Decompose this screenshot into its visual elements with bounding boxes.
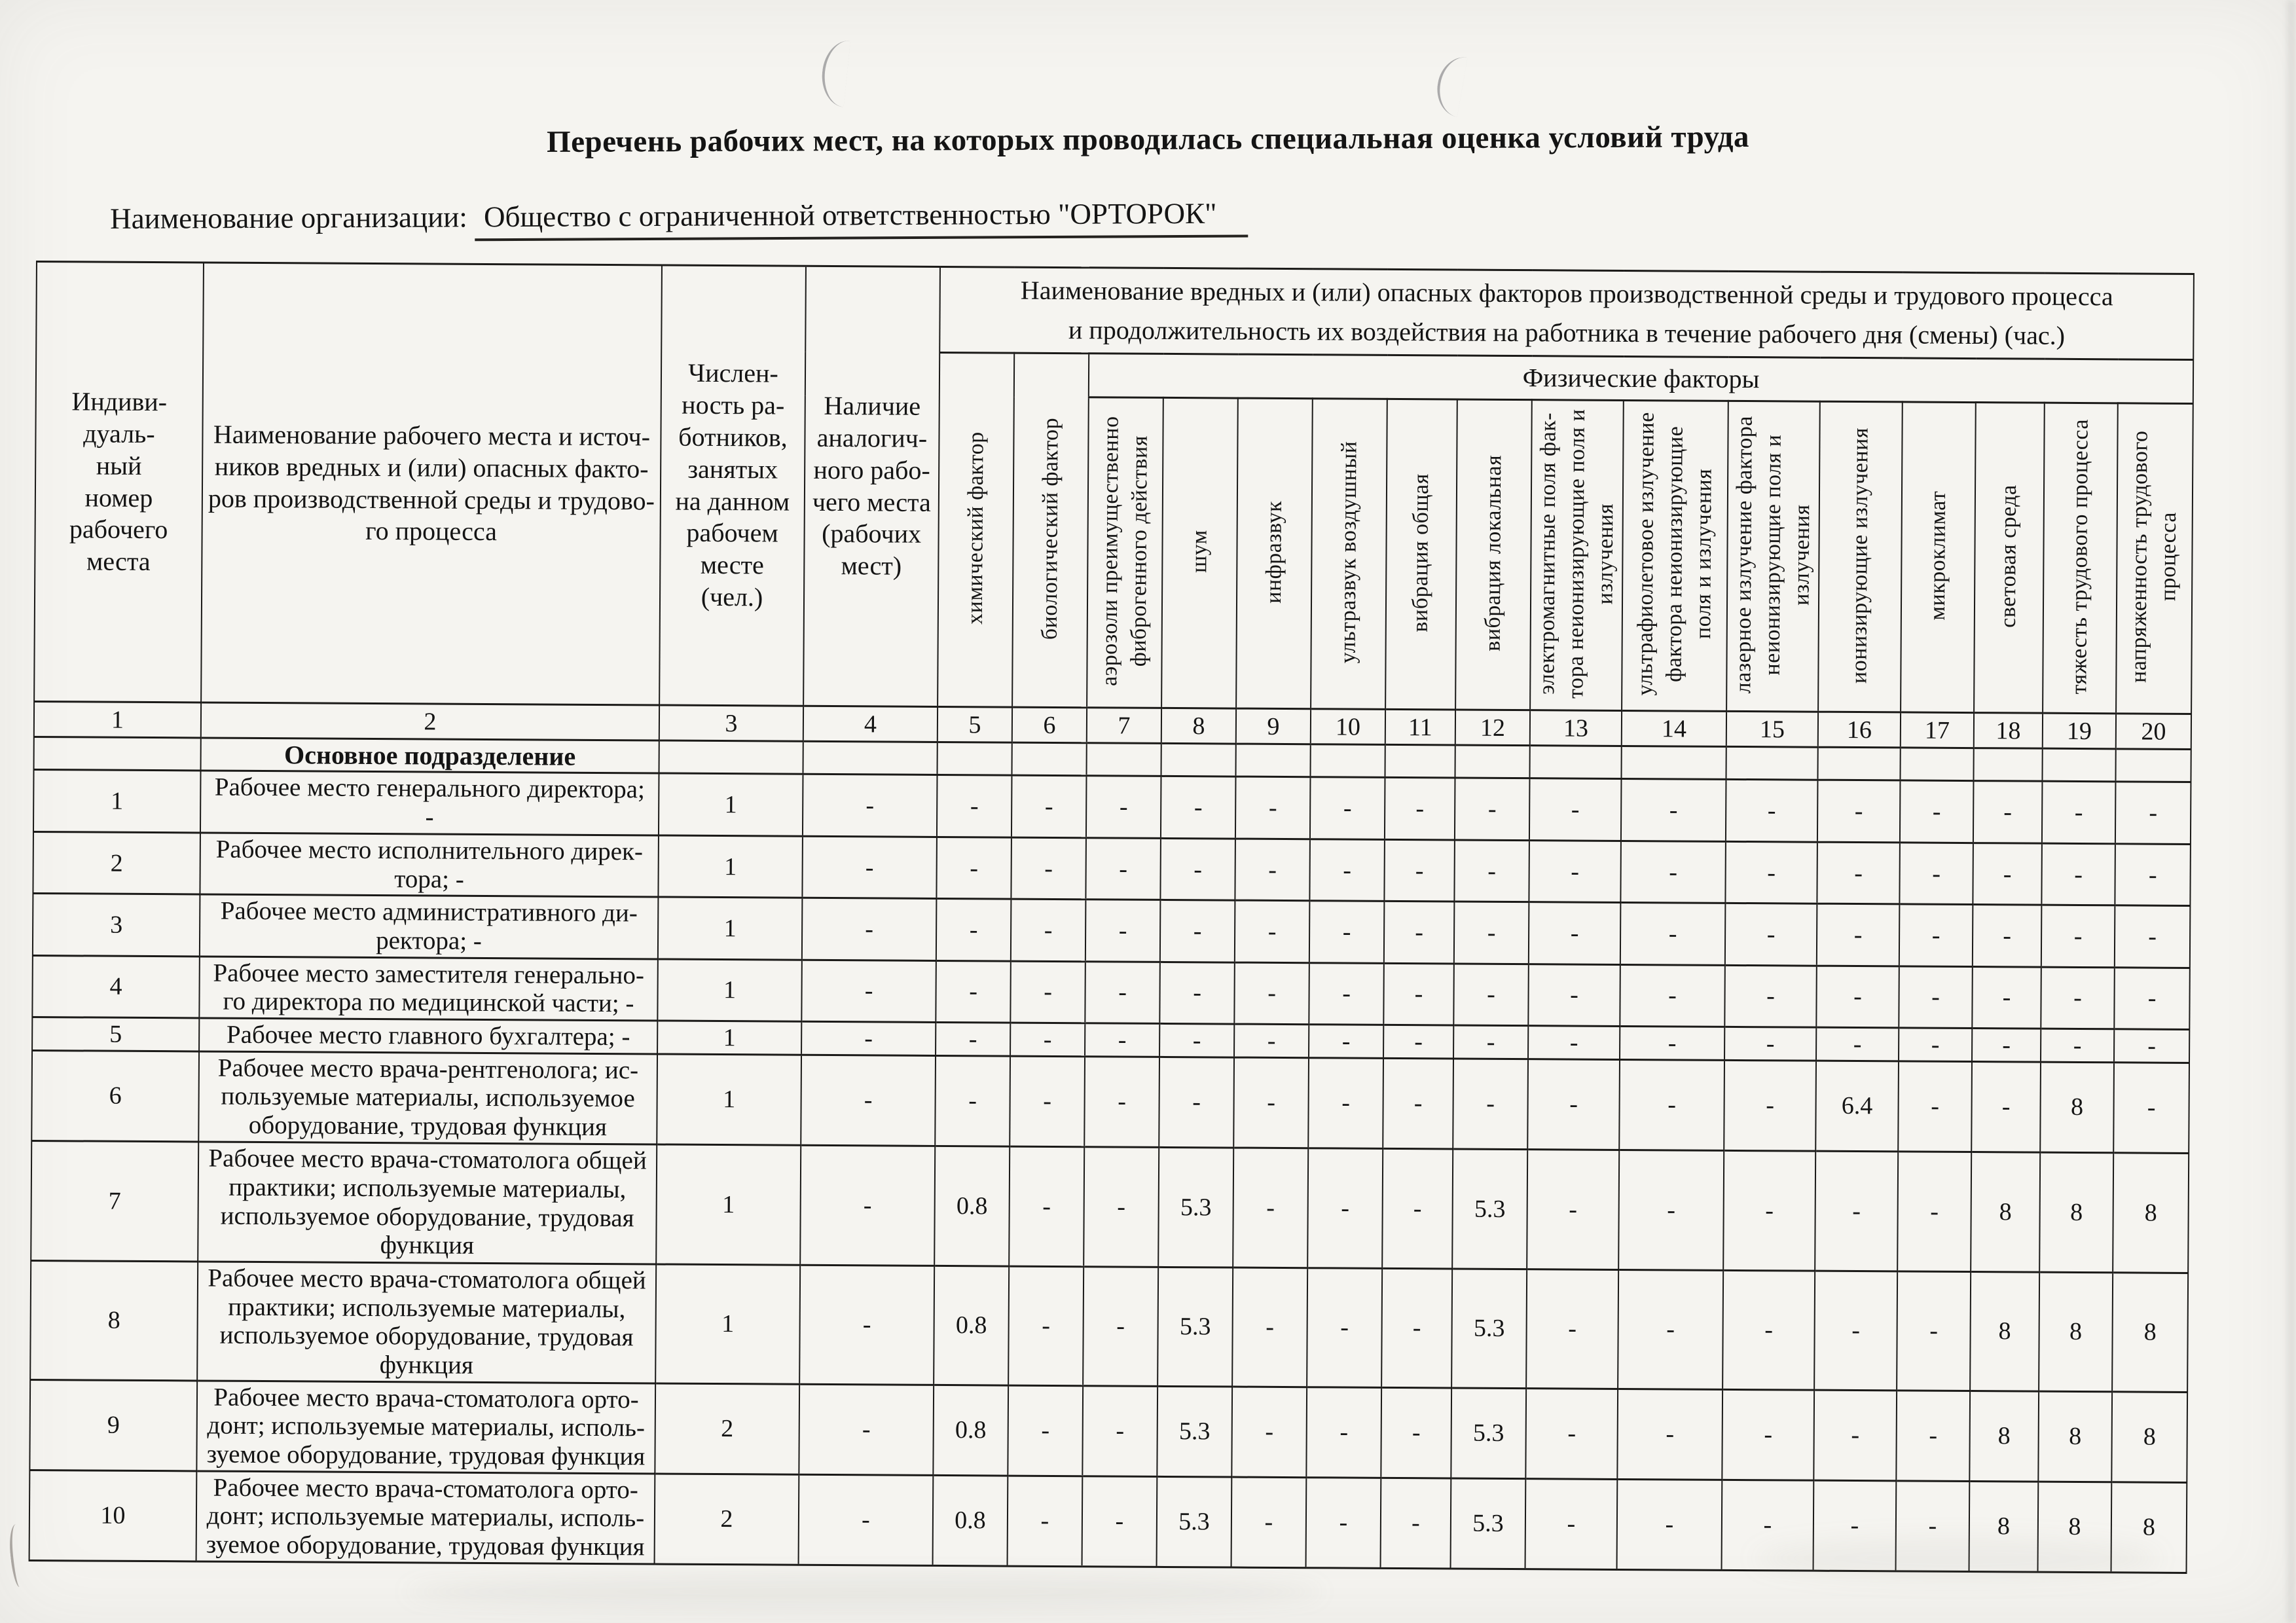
- factor-value-cell: -: [1815, 1151, 1898, 1271]
- factor-value-cell: -: [1453, 1025, 1528, 1059]
- factor-value-cell: 8: [2112, 1273, 2188, 1393]
- row-number-cell: 1: [33, 769, 201, 832]
- col-header-microclimate: микроклимат: [1901, 402, 1976, 713]
- empty-cell: [1973, 748, 2042, 782]
- factor-value-cell: -: [1231, 1477, 1307, 1568]
- factor-value-cell: 8: [2111, 1392, 2187, 1483]
- factor-value-cell: 8: [2039, 1152, 2113, 1273]
- factor-value-cell: -: [1525, 1388, 1618, 1479]
- factor-value-cell: -: [1085, 900, 1161, 962]
- factor-value-cell: -: [1159, 1023, 1234, 1057]
- factor-value-cell: 6.4: [1815, 1061, 1899, 1152]
- organization-label: Наименование организации:: [110, 200, 467, 235]
- factor-value-cell: -: [1529, 841, 1621, 903]
- factor-value-cell: -: [1896, 1481, 1970, 1572]
- col-header-infrasound: инфразвук: [1236, 398, 1313, 709]
- factor-value-cell: -: [1817, 780, 1901, 843]
- factor-value-cell: -: [1525, 1478, 1618, 1569]
- factor-value-cell: -: [1084, 1146, 1159, 1267]
- similar-workplace-cell: -: [802, 836, 937, 899]
- factor-value-cell: -: [1814, 1271, 1897, 1391]
- factor-value-cell: 0.8: [934, 1266, 1009, 1385]
- col-header-similar-workplaces: Наличие аналогич- ного рабо- чего места (рабочих мест): [803, 266, 940, 706]
- factor-value-cell: -: [2113, 1063, 2189, 1154]
- factor-value-cell: 0.8: [933, 1385, 1008, 1476]
- factor-value-cell: -: [1234, 1024, 1309, 1057]
- factor-value-cell: -: [1725, 841, 1817, 903]
- table-row: [31, 1140, 2189, 1273]
- col-number: 8: [1161, 708, 1236, 744]
- factor-value-cell: -: [1235, 776, 1311, 839]
- factor-value-cell: -: [2041, 843, 2115, 905]
- col-number: 2: [201, 702, 659, 740]
- factor-value-cell: -: [1813, 1390, 1897, 1481]
- factor-value-cell: -: [1813, 1480, 1897, 1571]
- col-number: 15: [1726, 711, 1818, 747]
- workplace-name-cell: Рабочее место врача-стоматолога общей практики; используемые материалы, используемое оборудование, трудовая функция: [198, 1142, 657, 1264]
- table-body: [29, 737, 2191, 1573]
- scan-smudge: [1755, 1539, 2160, 1578]
- col-number: 13: [1530, 710, 1622, 746]
- col-number: 14: [1622, 710, 1726, 746]
- row-number-cell: 10: [29, 1470, 197, 1561]
- col-number: 16: [1818, 712, 1901, 748]
- factor-value-cell: -: [2115, 782, 2191, 845]
- factor-value-cell: -: [1453, 1059, 1528, 1150]
- worker-count-cell: 2: [655, 1383, 799, 1474]
- empty-cell: [1529, 746, 1621, 779]
- col-header-laser-radiation: лазерное излучение фактора неионизирующие поля и излучения: [1726, 401, 1820, 712]
- col-number: 19: [2043, 713, 2116, 749]
- factor-value-cell: -: [1381, 1387, 1451, 1478]
- empty-cell: [803, 741, 938, 775]
- factor-value-cell: -: [1620, 964, 1725, 1027]
- scan-artifact-mark: [7, 1523, 28, 1588]
- col-header-workplace-name: Наименование рабочего места и источ- ников вредных и (или) опасных факто- ров производственной среды и трудово- го процесса: [201, 263, 662, 705]
- empty-cell: [1621, 746, 1726, 779]
- col-header-physical-factors-group: Физические факторы: [1089, 354, 2193, 404]
- col-header-air-ultrasound: ультразвук воздушный: [1311, 399, 1387, 710]
- table-wrapper: [29, 261, 2195, 1574]
- factor-value-cell: -: [1011, 899, 1086, 961]
- factor-value-cell: -: [1723, 1150, 1815, 1271]
- factor-value-cell: 8: [2111, 1482, 2187, 1573]
- factor-value-cell: -: [1383, 963, 1454, 1025]
- col-header-local-vibration: вибрация локальная: [1455, 399, 1532, 710]
- col-number: 20: [2116, 714, 2191, 750]
- factor-value-cell: -: [1381, 1478, 1451, 1569]
- factor-value-cell: -: [1010, 1023, 1085, 1056]
- factor-value-cell: -: [1816, 966, 1899, 1028]
- factor-value-cell: -: [1234, 962, 1309, 1025]
- factor-value-cell: -: [1454, 902, 1529, 964]
- factor-value-cell: -: [1008, 1266, 1084, 1386]
- factor-value-cell: -: [1085, 961, 1160, 1023]
- factor-value-cell: 5.3: [1451, 1269, 1527, 1389]
- worker-count-cell: 1: [658, 835, 803, 898]
- factor-value-cell: -: [1384, 902, 1455, 964]
- factor-value-cell: -: [1896, 1391, 1970, 1482]
- col-header-worker-count: Числен- ность ра- ботников, занятых на данном рабочем месте (чел.): [659, 265, 806, 706]
- factor-value-cell: -: [1527, 1149, 1619, 1269]
- factor-value-cell: -: [1620, 1026, 1724, 1060]
- organization-line: [110, 196, 1248, 236]
- factor-value-cell: -: [936, 837, 1011, 899]
- page-title: Перечень рабочих мест, на которых проводилась специальная оценка условий труда: [546, 119, 1750, 160]
- factor-value-cell: -: [1308, 1057, 1383, 1148]
- factor-value-cell: -: [936, 960, 1011, 1023]
- workplace-name-cell: Рабочее место заместителя генерально- го директора по медицинской части; -: [199, 957, 658, 1021]
- worker-count-cell: 1: [657, 1021, 801, 1055]
- factor-value-cell: 8: [2038, 1482, 2112, 1573]
- empty-cell: [1011, 742, 1086, 776]
- workplace-name-cell: Рабочее место врача-стоматолога орто- донт; используемые материалы, исполь- зуемое оборудование, трудовая функция: [196, 1471, 655, 1564]
- similar-workplace-cell: -: [799, 1265, 934, 1385]
- empty-cell: [937, 742, 1011, 775]
- factor-value-cell: 5.3: [1157, 1386, 1232, 1477]
- col-number: 7: [1087, 708, 1161, 744]
- factor-value-cell: -: [1309, 839, 1385, 902]
- factor-value-cell: -: [2042, 781, 2116, 844]
- empty-cell: [659, 740, 803, 774]
- factor-value-cell: -: [1619, 1059, 1724, 1150]
- factor-value-cell: -: [936, 1022, 1010, 1055]
- factor-value-cell: -: [1454, 840, 1529, 902]
- factor-value-cell: -: [1898, 1061, 1972, 1152]
- factor-value-cell: -: [936, 899, 1011, 961]
- factor-value-cell: -: [1233, 1148, 1308, 1268]
- col-number: 5: [938, 706, 1012, 742]
- workplaces-table: [29, 261, 2195, 1574]
- factor-value-cell: -: [1722, 1270, 1815, 1390]
- row-number-cell: 9: [29, 1379, 197, 1470]
- factor-value-cell: 8: [1969, 1481, 2039, 1572]
- factor-value-cell: -: [1160, 900, 1235, 962]
- factor-value-cell: -: [1455, 778, 1530, 841]
- workplace-name-cell: Рабочее место главного бухгалтера; -: [199, 1018, 657, 1054]
- col-header-ionizing-radiation: ионизирующие излучения: [1818, 401, 1903, 712]
- col-number: 9: [1236, 708, 1311, 744]
- factor-value-cell: -: [1617, 1389, 1722, 1480]
- row-number-cell: 4: [32, 955, 200, 1018]
- factor-value-cell: -: [1310, 777, 1385, 840]
- header-row-top: [36, 262, 2194, 360]
- workplace-name-cell: Рабочее место административного ди- ректора; -: [200, 894, 659, 958]
- col-header-general-vibration: вибрация общая: [1385, 399, 1457, 710]
- factor-value-cell: -: [1085, 1023, 1159, 1057]
- factor-value-cell: -: [1383, 1058, 1453, 1149]
- factor-value-cell: -: [937, 775, 1012, 837]
- factor-value-cell: -: [1231, 1387, 1307, 1478]
- factor-value-cell: -: [1971, 1061, 2041, 1152]
- factor-value-cell: 5.3: [1158, 1147, 1233, 1267]
- similar-workplace-cell: -: [803, 774, 938, 837]
- factor-value-cell: 8: [2038, 1391, 2112, 1482]
- factor-value-cell: 8: [1969, 1391, 2039, 1482]
- factor-value-cell: -: [1528, 964, 1620, 1026]
- workplace-name-cell: Рабочее место врача-стоматолога орто- донт; используемые материалы, исполь- зуемое оборудование, трудовая функция: [196, 1381, 655, 1474]
- workplace-name-cell: Рабочее место врача-стоматолога общей практики; используемые материалы, используемое оборудование, трудовая функция: [197, 1262, 656, 1383]
- worker-count-cell: 1: [658, 897, 803, 960]
- factor-value-cell: -: [1008, 1476, 1083, 1567]
- factor-value-cell: -: [935, 1055, 1010, 1146]
- row-number-cell: 7: [31, 1140, 198, 1261]
- table-row: [30, 1260, 2188, 1392]
- factor-value-cell: -: [1235, 900, 1310, 962]
- factor-value-cell: -: [1618, 1269, 1723, 1389]
- factor-value-cell: -: [1011, 837, 1086, 900]
- empty-cell: [1900, 748, 1973, 781]
- factor-value-cell: -: [1897, 1271, 1971, 1391]
- row-number-cell: 8: [30, 1260, 198, 1380]
- table-header: [34, 262, 2194, 750]
- factor-value-cell: -: [1011, 775, 1087, 838]
- factor-value-cell: -: [1082, 1476, 1157, 1567]
- factor-value-cell: -: [1385, 777, 1455, 840]
- factor-value-cell: -: [1817, 904, 1900, 966]
- col-number: 11: [1385, 709, 1455, 745]
- factor-value-cell: -: [1161, 776, 1236, 839]
- col-header-labor-severity: тяжесть трудового процесса: [2043, 403, 2118, 714]
- factor-value-cell: -: [1453, 964, 1529, 1026]
- factor-value-cell: -: [1816, 1027, 1899, 1061]
- col-number: 10: [1311, 709, 1385, 745]
- factor-value-cell: -: [1528, 1026, 1620, 1059]
- empty-cell: [2042, 748, 2115, 782]
- factor-value-cell: -: [1082, 1385, 1157, 1476]
- factor-value-cell: -: [1383, 1025, 1453, 1058]
- factor-value-cell: -: [1621, 778, 1726, 841]
- col-number: 17: [1901, 712, 1974, 748]
- workplace-name-cell: Рабочее место исполнительного дирек- тора; -: [200, 833, 659, 897]
- scan-edge-shadow: [2287, 0, 2296, 1623]
- empty-cell: [1086, 743, 1161, 776]
- factor-value-cell: -: [1083, 1266, 1158, 1386]
- factor-value-cell: -: [1620, 903, 1726, 965]
- factor-value-cell: 8: [2113, 1153, 2189, 1273]
- organization-name-value: Общество с ограниченной ответственностью "ОРТОРОК": [475, 197, 1248, 242]
- worker-count-cell: 1: [657, 1054, 801, 1145]
- worker-count-cell: 2: [655, 1474, 799, 1565]
- factor-value-cell: -: [1618, 1150, 1724, 1270]
- similar-workplace-cell: -: [800, 1145, 935, 1266]
- factor-value-cell: -: [2114, 967, 2190, 1029]
- factor-value-cell: -: [1306, 1477, 1381, 1568]
- factor-value-cell: -: [1384, 839, 1455, 902]
- scan-smudge: [406, 1577, 1322, 1607]
- factor-value-cell: -: [2041, 1029, 2114, 1062]
- factor-value-cell: -: [1617, 1479, 1722, 1570]
- row-number-cell: 6: [31, 1050, 199, 1141]
- empty-cell: [1726, 746, 1817, 780]
- factor-value-cell: 8: [2040, 1062, 2114, 1153]
- factor-value-cell: -: [1899, 843, 1973, 905]
- worker-count-cell: 1: [657, 959, 802, 1022]
- factor-value-cell: -: [1009, 1146, 1084, 1267]
- factor-value-cell: -: [1817, 842, 1900, 904]
- workplace-name-cell: Рабочее место врача-рентгенолога; ис- пользуемые материалы, используемое оборудование, трудовая функция: [198, 1051, 657, 1144]
- worker-count-cell: 1: [656, 1144, 801, 1265]
- factor-value-cell: -: [1307, 1267, 1382, 1387]
- factor-value-cell: -: [1382, 1148, 1453, 1269]
- factor-value-cell: 5.3: [1157, 1476, 1232, 1567]
- factor-value-cell: -: [2115, 844, 2191, 906]
- similar-workplace-cell: -: [799, 1384, 934, 1475]
- factor-value-cell: -: [1972, 1029, 2041, 1062]
- col-header-noise: шум: [1161, 397, 1238, 708]
- col-header-individual-number: Индиви- дуаль- ный номер рабочего места: [34, 262, 204, 702]
- scan-artifact-arc: [819, 38, 850, 107]
- factor-value-cell: -: [1973, 843, 2042, 905]
- similar-workplace-cell: -: [801, 1055, 936, 1146]
- factor-value-cell: 0.8: [933, 1475, 1008, 1566]
- empty-cell: [2115, 749, 2191, 782]
- table-row: [31, 1050, 2189, 1153]
- factor-value-cell: -: [1159, 962, 1235, 1024]
- factor-value-cell: -: [1309, 901, 1385, 963]
- factor-value-cell: -: [1309, 1025, 1383, 1058]
- empty-cell: [1235, 744, 1310, 777]
- factor-value-cell: -: [1159, 1057, 1234, 1148]
- factor-value-cell: -: [1529, 902, 1621, 964]
- factor-value-cell: -: [1529, 778, 1622, 841]
- factor-value-cell: -: [1726, 779, 1818, 842]
- factor-value-cell: 8: [2039, 1272, 2113, 1392]
- similar-workplace-cell: -: [799, 1474, 934, 1565]
- factor-value-cell: -: [1306, 1387, 1381, 1478]
- similar-workplace-cell: -: [802, 898, 937, 961]
- col-header-electromagnetic-fields: электромагнитные поля фак- тора неионизирующие поля и излучения: [1530, 400, 1624, 711]
- factor-value-cell: -: [1722, 1480, 1814, 1571]
- factor-value-cell: -: [1899, 1028, 1972, 1061]
- factor-value-cell: -: [1309, 962, 1384, 1025]
- factor-value-cell: -: [1085, 838, 1161, 900]
- col-number: 6: [1012, 707, 1087, 743]
- row-number-cell: 5: [32, 1017, 199, 1051]
- factor-value-cell: 8: [1971, 1152, 2040, 1272]
- col-number: 3: [659, 705, 803, 741]
- factor-value-cell: -: [1232, 1267, 1307, 1387]
- empty-cell: [1310, 744, 1385, 778]
- factor-value-cell: 8: [1970, 1271, 2039, 1391]
- empty-cell: [1455, 745, 1529, 778]
- factor-value-cell: -: [1086, 776, 1161, 839]
- factor-value-cell: -: [1381, 1268, 1452, 1388]
- factor-value-cell: -: [1972, 966, 2041, 1029]
- factor-value-cell: -: [1010, 1056, 1085, 1147]
- table-row: [29, 1379, 2187, 1482]
- col-header-biological-factor: биологический фактор: [1012, 353, 1089, 708]
- factor-value-cell: -: [2041, 967, 2115, 1029]
- col-header-factors-group: Наименование вредных и (или) опасных факторов производственной среды и трудового процесса и продолжительность их воздействия на работника в течение рабочего дня (смены) (час.): [939, 266, 2194, 359]
- scan-artifact-arc: [1432, 53, 1467, 117]
- factor-value-cell: 5.3: [1157, 1267, 1233, 1387]
- factor-value-cell: -: [1725, 903, 1817, 966]
- empty-cell: [1161, 743, 1235, 776]
- empty-cell: [34, 737, 201, 770]
- col-header-labor-intensity: напряженность трудового процесса: [2116, 403, 2193, 714]
- worker-count-cell: 1: [655, 1264, 800, 1384]
- factor-value-cell: -: [1897, 1152, 1971, 1272]
- col-header-aerosols: аэрозоли преимущественно фиброгенного действия: [1087, 397, 1163, 708]
- factor-value-cell: -: [1899, 904, 1973, 966]
- factor-value-cell: -: [2114, 1029, 2189, 1063]
- factor-value-cell: -: [1973, 781, 2043, 844]
- factor-value-cell: -: [1084, 1056, 1159, 1147]
- factor-value-cell: 0.8: [934, 1146, 1010, 1266]
- empty-cell: [1385, 744, 1455, 778]
- factor-value-cell: -: [1010, 961, 1085, 1023]
- section-title: Основное подразделение: [201, 738, 659, 773]
- factor-value-cell: 5.3: [1452, 1149, 1527, 1269]
- factor-value-cell: -: [1899, 966, 1973, 1029]
- factor-value-cell: -: [1724, 1060, 1816, 1151]
- factor-value-cell: -: [2041, 905, 2115, 968]
- col-number: 1: [34, 701, 201, 737]
- factor-value-cell: -: [1724, 1027, 1816, 1060]
- factor-value-cell: -: [1620, 841, 1726, 903]
- similar-workplace-cell: -: [801, 1021, 936, 1055]
- factor-value-cell: -: [1973, 905, 2042, 967]
- worker-count-cell: 1: [659, 773, 803, 836]
- col-header-chemical-factor: химический фактор: [938, 352, 1014, 707]
- factor-value-cell: -: [1235, 839, 1310, 901]
- empty-cell: [1817, 747, 1900, 780]
- similar-workplace-cell: -: [801, 960, 936, 1023]
- col-header-ultraviolet-radiation: ультрафиолетовое излучение фактора неионизирующие поля и излучения: [1622, 400, 1728, 711]
- workplace-name-cell: Рабочее место генерального директора; -: [200, 771, 659, 835]
- factor-value-cell: -: [1307, 1148, 1383, 1268]
- factor-value-cell: -: [1527, 1059, 1620, 1150]
- factor-value-cell: 5.3: [1451, 1388, 1526, 1479]
- factor-value-cell: -: [1233, 1057, 1309, 1148]
- col-number: 18: [1974, 713, 2043, 749]
- factor-value-cell: -: [1526, 1269, 1618, 1389]
- col-header-light-environment: световая среда: [1974, 403, 2045, 714]
- factor-value-cell: -: [1160, 838, 1235, 900]
- factor-value-cell: -: [1008, 1385, 1083, 1476]
- factor-value-cell: -: [1722, 1389, 1814, 1480]
- factor-value-cell: -: [2115, 905, 2191, 968]
- row-number-cell: 2: [33, 831, 200, 894]
- col-number: 12: [1455, 710, 1530, 746]
- row-number-cell: 3: [33, 894, 200, 957]
- factor-value-cell: -: [1724, 965, 1817, 1027]
- factor-value-cell: 5.3: [1451, 1478, 1526, 1569]
- col-number: 4: [803, 706, 938, 742]
- factor-value-cell: -: [1900, 780, 1974, 843]
